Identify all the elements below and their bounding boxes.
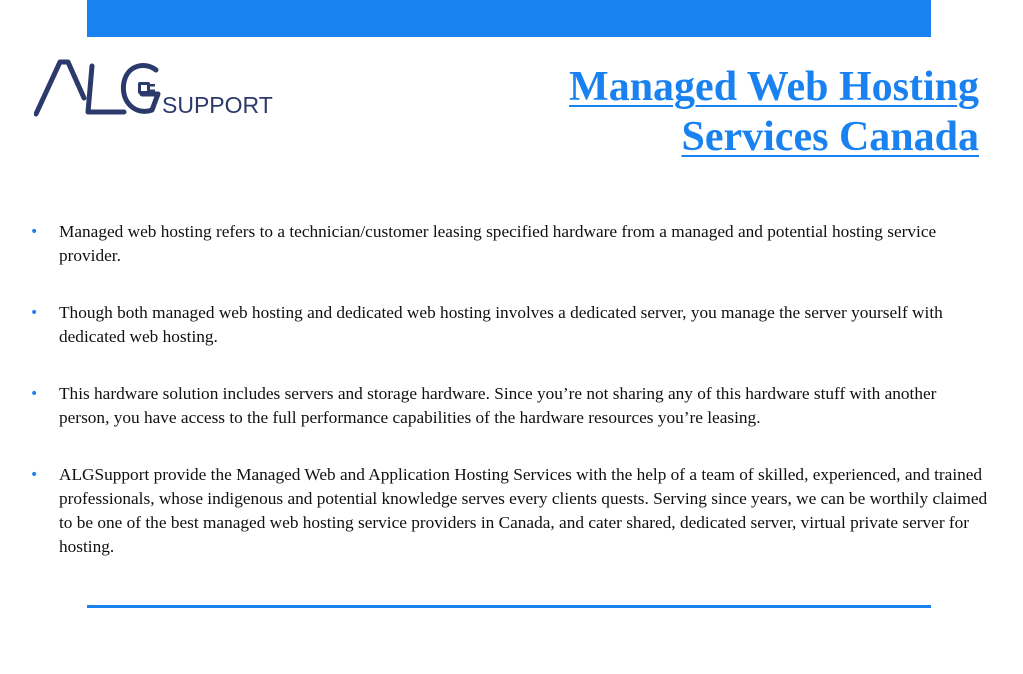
list-item: [30, 382, 990, 430]
list-item: [30, 301, 990, 349]
bullet-text: ALGSupport provide the Managed Web and Application Hosting Services with the help of a team of skilled, experienced, and trained professionals, whose indigenous and potential knowledge serves every clients quests. Serving since years, we can be worthily claimed to be one of the best managed web hosting service providers in Canada, and cater shared, dedicated server, virtual private server for hosting.: [59, 465, 988, 556]
bullet-text: This hardware solution includes servers and storage hardware. Since you’re not sharing any of this hardware stuff with another person, you have access to the full performance capabilities of the hardware resources you’re leasing.: [59, 384, 937, 427]
bullet-text: Though both managed web hosting and dedicated web hosting involves a dedicated server, you manage the server yourself with dedicated web hosting.: [59, 303, 943, 346]
title-link-line1[interactable]: Managed Web Hosting: [569, 64, 979, 110]
bullet-icon: •: [30, 224, 39, 240]
bullet-icon: •: [30, 386, 39, 402]
list-item: [30, 220, 990, 268]
bottom-divider: [87, 605, 931, 608]
top-accent-bar: [87, 0, 931, 37]
bullet-icon: •: [30, 467, 39, 483]
bullet-icon: •: [30, 305, 39, 321]
alg-support-logo: [34, 58, 274, 122]
bullet-list: [30, 220, 990, 592]
bullet-text: Managed web hosting refers to a technician/customer leasing specified hardware from a managed and potential hosting service provider.: [59, 222, 937, 265]
title-link-line2[interactable]: Services Canada: [681, 114, 979, 160]
logo-wordmark: SUPPORT: [162, 92, 273, 118]
list-item: [30, 463, 990, 559]
page-title: [459, 62, 979, 162]
